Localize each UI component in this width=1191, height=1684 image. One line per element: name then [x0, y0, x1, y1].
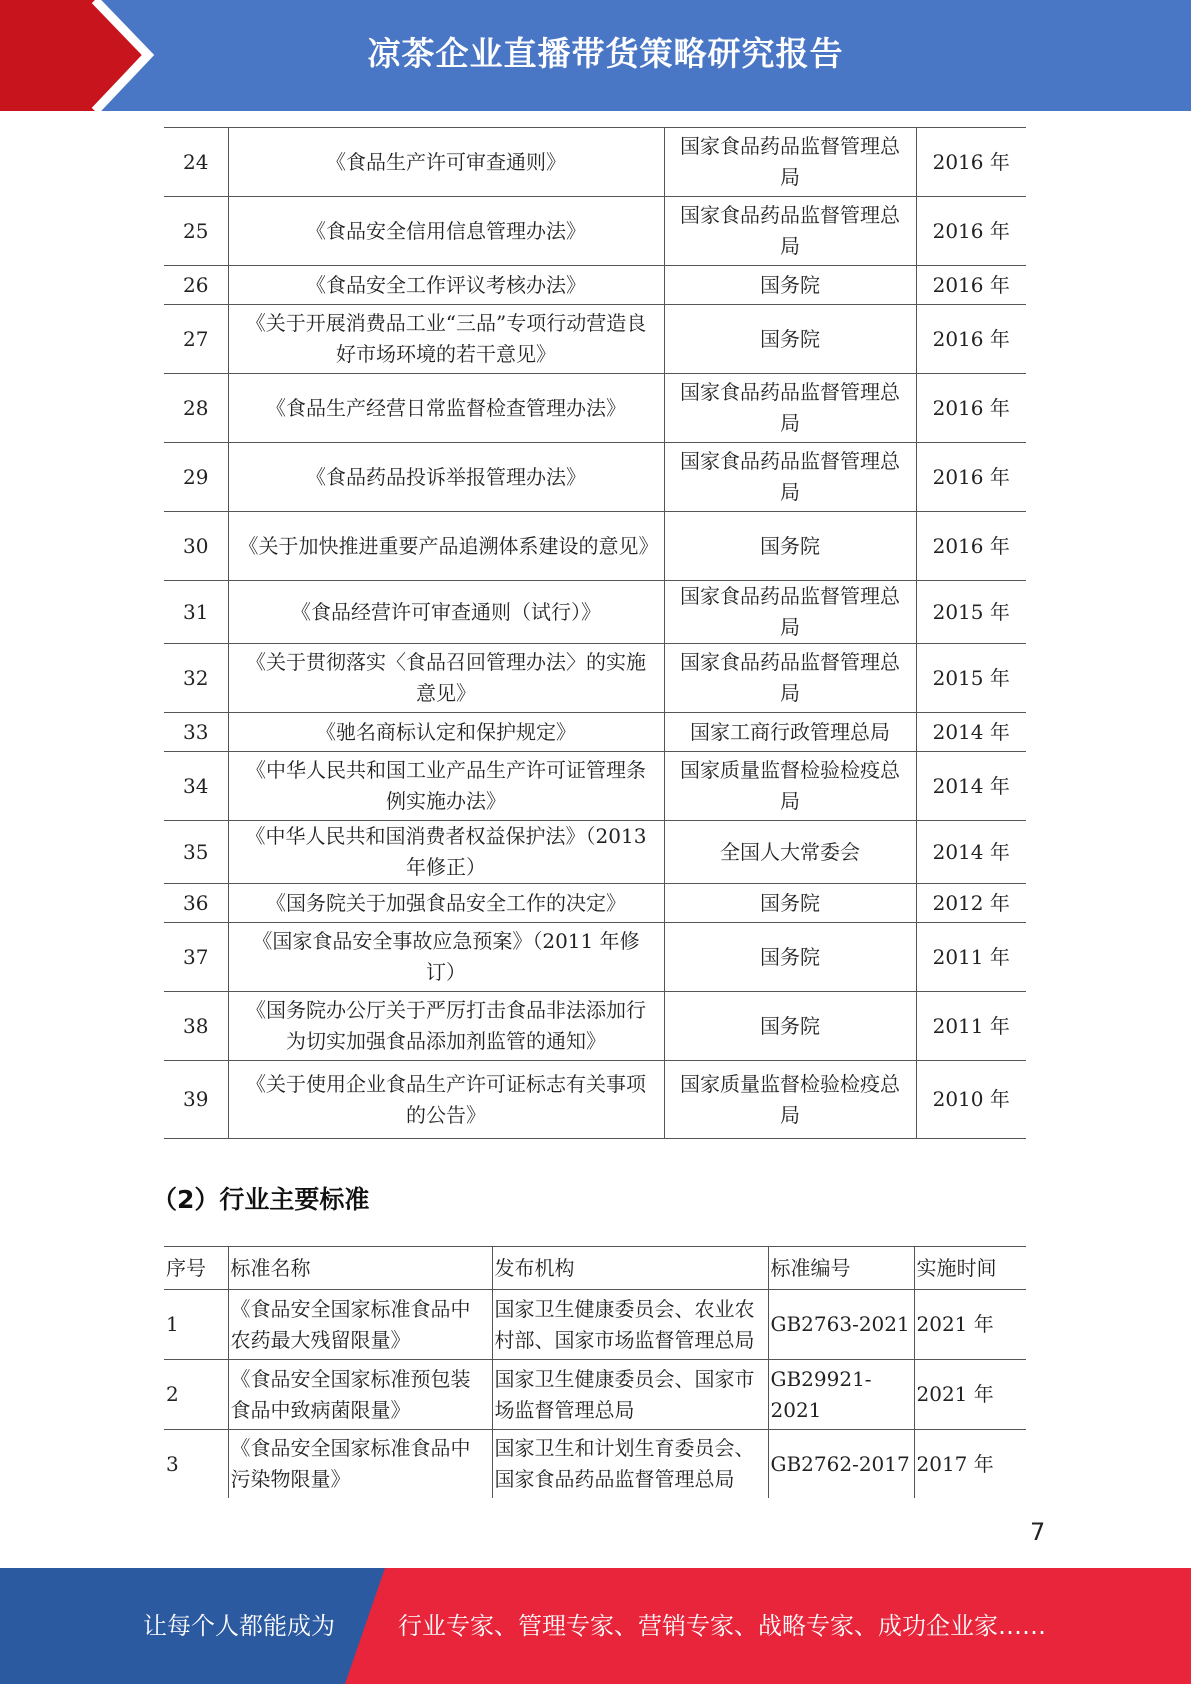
- effective-date: 2017 年: [914, 1430, 1026, 1499]
- column-header: 序号: [164, 1247, 228, 1290]
- issue-year: 2011 年: [916, 923, 1026, 992]
- effective-date: 2021 年: [914, 1290, 1026, 1360]
- regulation-name: 《关于加快推进重要产品追溯体系建设的意见》: [228, 512, 664, 581]
- issuing-authority: 国家卫生健康委员会、农业农村部、国家市场监督管理总局: [492, 1290, 768, 1360]
- footer-slogan-right: 行业专家、管理专家、营销专家、战略专家、成功企业家……: [398, 1612, 1046, 1640]
- column-header: 标准名称: [228, 1247, 492, 1290]
- issuing-authority: 国家食品药品监督管理总局: [664, 374, 916, 443]
- table-row: [164, 821, 1026, 884]
- issue-year: 2015 年: [916, 644, 1026, 713]
- page-footer: [0, 1568, 1191, 1684]
- issuing-authority: 国务院: [664, 266, 916, 305]
- table-row: [164, 128, 1026, 197]
- issuing-authority: 国家质量监督检验检疫总局: [664, 752, 916, 821]
- issue-year: 2014 年: [916, 713, 1026, 752]
- column-header: 发布机构: [492, 1247, 768, 1290]
- issue-year: 2016 年: [916, 197, 1026, 266]
- issuing-authority: 国务院: [664, 923, 916, 992]
- issue-year: 2011 年: [916, 992, 1026, 1061]
- table-row: [164, 992, 1026, 1061]
- issuing-authority: 国务院: [664, 884, 916, 923]
- regulation-name: 《驰名商标认定和保护规定》: [228, 713, 664, 752]
- issuing-authority: 国务院: [664, 512, 916, 581]
- issue-year: 2016 年: [916, 443, 1026, 512]
- row-number: 39: [164, 1061, 228, 1139]
- issuing-authority: 国家食品药品监督管理总局: [664, 581, 916, 644]
- row-number: 26: [164, 266, 228, 305]
- column-header: 标准编号: [768, 1247, 914, 1290]
- issue-year: 2016 年: [916, 305, 1026, 374]
- regulation-name: 《中华人民共和国消费者权益保护法》（2013 年修正）: [228, 821, 664, 884]
- row-number: 34: [164, 752, 228, 821]
- table-row: [164, 197, 1026, 266]
- regulation-name: 《中华人民共和国工业产品生产许可证管理条例实施办法》: [228, 752, 664, 821]
- table-row: [164, 581, 1026, 644]
- table-row: [164, 644, 1026, 713]
- report-title: 凉茶企业直播带货策略研究报告: [367, 34, 844, 73]
- row-number: 24: [164, 128, 228, 197]
- standard-name: 《食品安全国家标准食品中污染物限量》: [228, 1430, 492, 1499]
- table-row: [164, 752, 1026, 821]
- issue-year: 2014 年: [916, 752, 1026, 821]
- table-row: [164, 884, 1026, 923]
- table-row: [164, 305, 1026, 374]
- issue-year: 2016 年: [916, 512, 1026, 581]
- effective-date: 2021 年: [914, 1360, 1026, 1430]
- issue-year: 2016 年: [916, 128, 1026, 197]
- standard-code: GB2763-2021: [768, 1290, 914, 1360]
- regulation-name: 《食品安全信用信息管理办法》: [228, 197, 664, 266]
- issuing-authority: 国务院: [664, 992, 916, 1061]
- issuing-authority: 国家食品药品监督管理总局: [664, 197, 916, 266]
- regulation-name: 《国务院关于加强食品安全工作的决定》: [228, 884, 664, 923]
- issuing-authority: 国家食品药品监督管理总局: [664, 128, 916, 197]
- table-row: [164, 374, 1026, 443]
- row-number: 38: [164, 992, 228, 1061]
- issuing-authority: 国家食品药品监督管理总局: [664, 644, 916, 713]
- row-number: 1: [164, 1290, 228, 1360]
- standard-code: GB2762-2017: [768, 1430, 914, 1499]
- issue-year: 2016 年: [916, 266, 1026, 305]
- regulation-name: 《关于使用企业食品生产许可证标志有关事项的公告》: [228, 1061, 664, 1139]
- row-number: 2: [164, 1360, 228, 1430]
- table-header-row: [164, 1247, 1026, 1290]
- regulation-name: 《国家食品安全事故应急预案》（2011 年修订）: [228, 923, 664, 992]
- table-row: [164, 1430, 1026, 1499]
- issuing-authority: 国家质量监督检验检疫总局: [664, 1061, 916, 1139]
- page-number: 7: [1030, 1518, 1046, 1546]
- row-number: 25: [164, 197, 228, 266]
- issue-year: 2016 年: [916, 374, 1026, 443]
- table-row: [164, 713, 1026, 752]
- table-row: [164, 266, 1026, 305]
- row-number: 3: [164, 1430, 228, 1499]
- issuing-authority: 国家卫生健康委员会、国家市场监督管理总局: [492, 1360, 768, 1430]
- footer-slogan-left: 让每个人都能成为: [143, 1612, 335, 1640]
- regulations-table: [164, 127, 1026, 1139]
- table-row: [164, 1290, 1026, 1360]
- row-number: 27: [164, 305, 228, 374]
- standard-code: GB29921-2021: [768, 1360, 914, 1430]
- issue-year: 2014 年: [916, 821, 1026, 884]
- regulation-name: 《关于贯彻落实〈食品召回管理办法〉的实施意见》: [228, 644, 664, 713]
- regulation-name: 《关于开展消费品工业“三品”专项行动营造良好市场环境的若干意见》: [228, 305, 664, 374]
- row-number: 36: [164, 884, 228, 923]
- standard-name: 《食品安全国家标准预包装食品中致病菌限量》: [228, 1360, 492, 1430]
- issuing-authority: 国家工商行政管理总局: [664, 713, 916, 752]
- row-number: 31: [164, 581, 228, 644]
- table-row: [164, 443, 1026, 512]
- page-header: [0, 0, 1191, 111]
- issue-year: 2012 年: [916, 884, 1026, 923]
- issuing-authority: 国家食品药品监督管理总局: [664, 443, 916, 512]
- regulation-name: 《食品生产许可审查通则》: [228, 128, 664, 197]
- row-number: 33: [164, 713, 228, 752]
- table-row: [164, 512, 1026, 581]
- regulation-name: 《食品安全工作评议考核办法》: [228, 266, 664, 305]
- section-heading: （2）行业主要标准: [152, 1185, 370, 1214]
- row-number: 35: [164, 821, 228, 884]
- table-row: [164, 1360, 1026, 1430]
- regulation-name: 《食品药品投诉举报管理办法》: [228, 443, 664, 512]
- regulation-name: 《食品生产经营日常监督检查管理办法》: [228, 374, 664, 443]
- issue-year: 2015 年: [916, 581, 1026, 644]
- issuing-authority: 国务院: [664, 305, 916, 374]
- standards-table: [164, 1246, 1026, 1498]
- table-row: [164, 923, 1026, 992]
- row-number: 32: [164, 644, 228, 713]
- row-number: 37: [164, 923, 228, 992]
- table-row: [164, 1061, 1026, 1139]
- standard-name: 《食品安全国家标准食品中农药最大残留限量》: [228, 1290, 492, 1360]
- issuing-authority: 国家卫生和计划生育委员会、国家食品药品监督管理总局: [492, 1430, 768, 1499]
- row-number: 29: [164, 443, 228, 512]
- issuing-authority: 全国人大常委会: [664, 821, 916, 884]
- regulation-name: 《国务院办公厅关于严厉打击食品非法添加行为切实加强食品添加剂监管的通知》: [228, 992, 664, 1061]
- chevron-arrow-icon: [0, 0, 160, 111]
- issue-year: 2010 年: [916, 1061, 1026, 1139]
- column-header: 实施时间: [914, 1247, 1026, 1290]
- row-number: 30: [164, 512, 228, 581]
- regulation-name: 《食品经营许可审查通则（试行）》: [228, 581, 664, 644]
- footer-slant: [345, 1568, 385, 1684]
- row-number: 28: [164, 374, 228, 443]
